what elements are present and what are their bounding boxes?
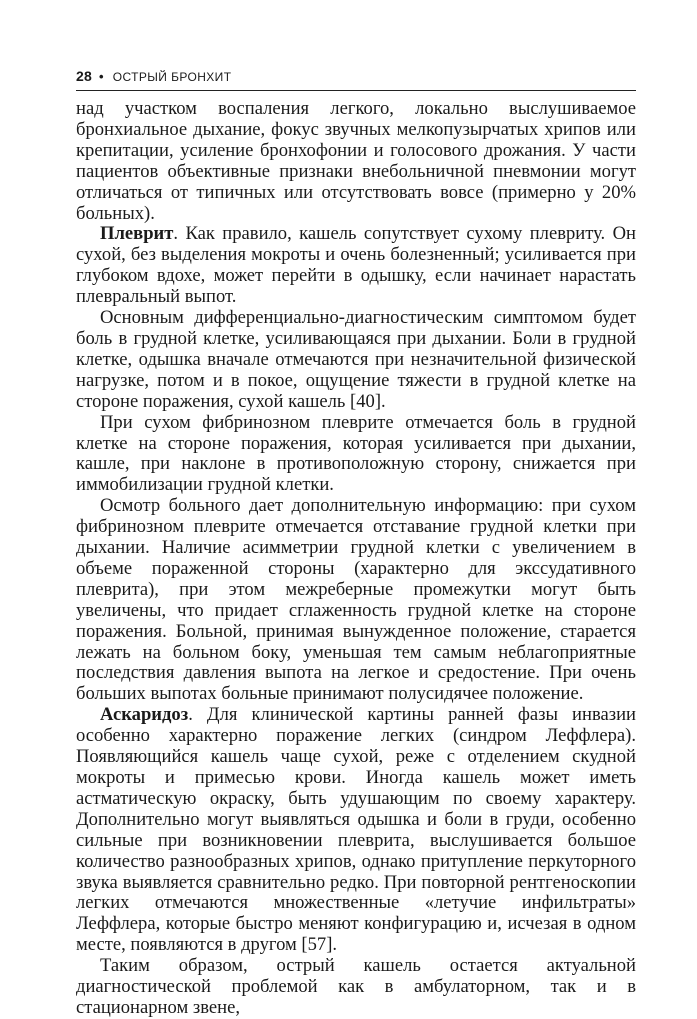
paragraph-pneumonia-continued (76, 99, 636, 224)
term-ascariasis: Аскаридоз (100, 704, 189, 726)
paragraph-pleurisy (76, 224, 636, 308)
chapter-title: ОСТРЫЙ БРОНХИТ (112, 70, 232, 84)
page-number: 28 (76, 68, 92, 84)
term-pleurisy: Плеврит (100, 223, 174, 245)
paragraph-conclusion (76, 956, 636, 1019)
running-head (76, 68, 636, 91)
paragraph-text: . Для клинической картины ранней фазы инвазии особенно характерно поражение легких (синдром Леффлера). Появляющийся кашель чаще сухой, реже с отделением скудной мокроты и примесью крови. Иногда кашель может иметь астматическую окраску, быть удушающим по своему характеру. Дополнительно могут выявляться одышка и боли в груди, особенно сильные при возникновении плеврита, выслушивается большое количество разнообразных хрипов, однако притупление перкуторного звука выявляется сравнительно редко. При повторной рентгеноскопии легких отмечаются множественные «летучие инфильтраты» Леффлера, которые быстро меняют конфигурацию и, исчезая в одном месте, появляются в другом [57]. (76, 704, 636, 956)
paragraph-text: . Как правило, кашель сопутствует сухому плевриту. Он сухой, без выделения мокроты и очень болезненный; усиливается при глубоком вдохе, может перейти в одышку, если начинает нарастать плевральный выпот. (76, 223, 636, 308)
paragraph-text: Таким образом, острый кашель остается актуальной диагностической проблемой как в амбулаторном, так и в стационарном звене, (76, 955, 636, 1018)
paragraph-dry-pleurisy (76, 413, 636, 497)
paragraph-text: При сухом фибринозном плеврите отмечается боль в грудной клетке на стороне поражения, которая усиливается при дыхании, кашле, при наклоне в противоположную сторону, снижается при иммобилизации грудной клетки. (76, 411, 636, 496)
paragraph-text: Основным дифференциально-диагностическим симптомом будет боль в грудной клетке, усиливающаяся при дыхании. Боли в грудной клетке, одышка вначале отмечаются при незначительной физической нагрузке, потом и в покое, ощущение тяжести в грудной клетке на стороне поражения, сухой кашель [40]. (76, 307, 636, 412)
body-text (76, 99, 636, 1019)
paragraph-main-symptom (76, 308, 636, 413)
paragraph-text: Осмотр больного дает дополнительную информацию: при сухом фибринозном плеврите отмечается отставание грудной клетки при дыхании. Наличие асимметрии грудной клетки с увеличением в объеме пораженной стороны (характерно для экссудативного плеврита), при этом межреберные промежутки могут быть увеличены, что придает сглаженность грудной клетке на стороне поражения. Больной, принимая вынужденное положение, старается лежать на больном боку, уменьшая тем самым неблагоприятные последствия давления выпота на легкое и средостение. При очень больших выпотах больные принимают полусидячее положение. (76, 495, 636, 705)
paragraph-ascariasis (76, 705, 636, 956)
paragraph-examination (76, 496, 636, 705)
book-page (76, 68, 636, 1019)
paragraph-text: над участком воспаления легкого, локально выслушиваемое бронхиальное дыхание, фокус звучных мелкопузырчатых хрипов или крепитации, усиление бронхофонии и голосового дрожания. У части пациентов объективные признаки внебольничной пневмонии могут отличаться от типичных или отсутствовать вовсе (примерно у 20% больных). (76, 98, 636, 224)
bullet-separator: • (98, 69, 104, 84)
